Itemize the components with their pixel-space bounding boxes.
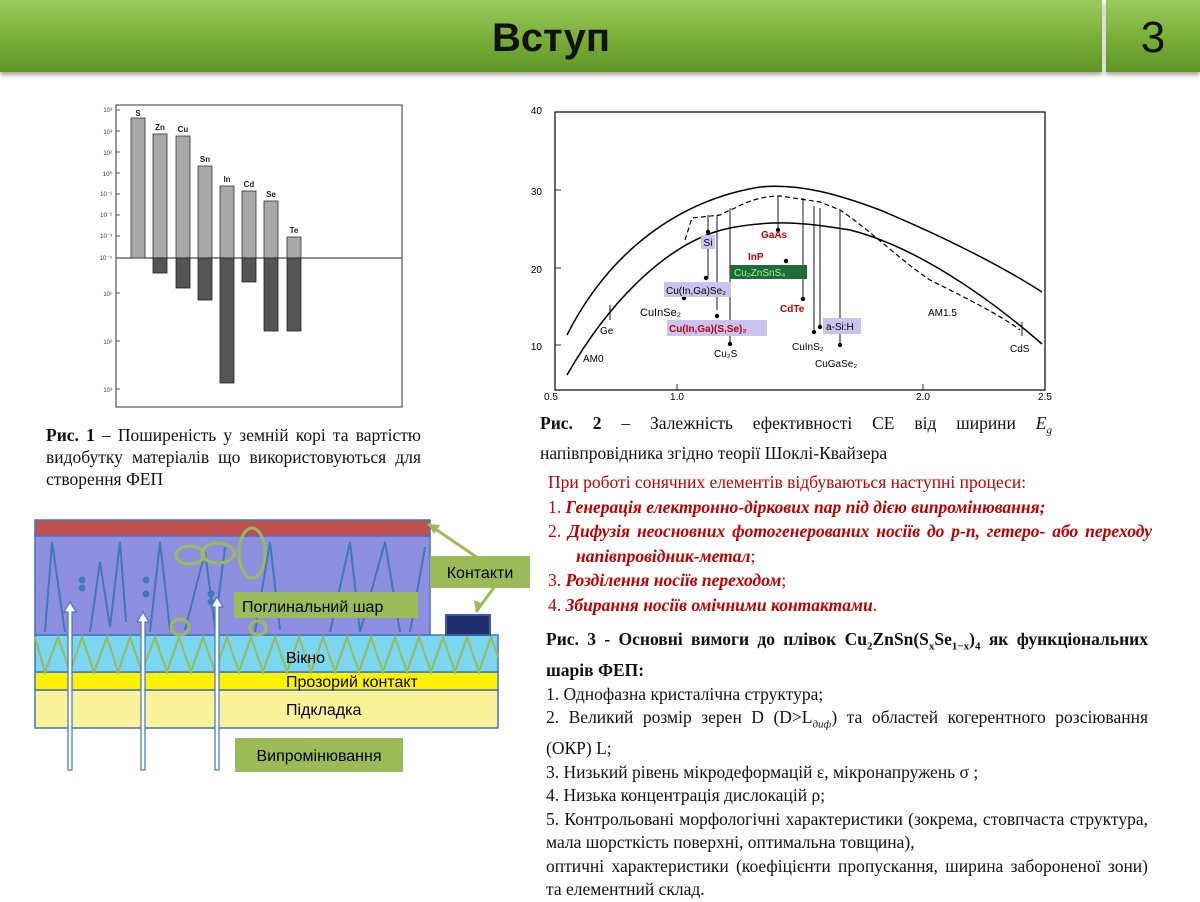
y-tick: 10⁻² [100, 213, 112, 219]
requirement-item: оптичні характеристики (коефіцієнти пропускання, ширина забороненої зони) та елементний склад. [546, 855, 1148, 899]
x-tick: 0.5 [544, 392, 558, 403]
element-label: Cd [243, 180, 255, 189]
bar-cost-zn [153, 258, 167, 273]
process-item: 2. Дифузія неосновних фотогенерованих носіїв до p-n, гетеро- або переходу напівпровідник-метал; [548, 521, 1152, 566]
processes-list [548, 470, 1152, 617]
processes-intro: При роботі сонячних елементів відбуваються наступні процеси: [548, 472, 1027, 492]
label-contacts: Контакти [446, 565, 514, 582]
element-label: Sn [199, 155, 211, 164]
slide-header [0, 0, 1200, 76]
label-inp: InP [748, 252, 764, 263]
figure-2-caption [540, 412, 1052, 464]
figure-2-caption-sub: g [1046, 424, 1052, 437]
figure-1-caption-text: – Поширеність у земній корі та вартістю видобутку матеріалів що використовуються для створення ФЕП [46, 425, 422, 489]
label-cigse: Cu(In,Ga)Se₂ [666, 286, 727, 297]
figure-1-caption-label: Рис. 1 [46, 425, 95, 445]
label-ge: Ge [600, 326, 614, 337]
process-item: 4. Збирання носіїв омічними контактами. [548, 594, 878, 615]
label-substrate: Підкладка [286, 702, 362, 719]
figure-1-abundance-chart [88, 100, 408, 410]
bar-abundance-cu [176, 136, 190, 258]
bar-abundance-cd [242, 191, 256, 258]
requirements-heading: Рис. 3 - Основні вимоги до плівок $Cu_2ZnSn(S_xSe_{1-x})_4$ як функціональних шарів ФЕП: [546, 629, 1148, 680]
label-si: Si [703, 238, 713, 249]
bar-cost-cu [176, 258, 190, 288]
slide-number: 3 [1106, 0, 1200, 72]
bar-abundance-zn [153, 134, 167, 258]
bar-cost-in [220, 258, 234, 383]
label-cds: CdS [1010, 344, 1030, 355]
y-tick: 10³ [103, 388, 112, 394]
label-asih: a-Si:H [826, 322, 854, 333]
x-tick: 2.0 [916, 392, 930, 403]
bar-cost-te [287, 258, 301, 331]
bar-abundance-sn [198, 166, 212, 258]
figure-2-caption-label: Рис. 2 [540, 413, 602, 433]
requirement-item: 3. Низький рівень мікродеформацій ε, мікронапружень σ ; [546, 761, 979, 782]
element-label: Zn [155, 123, 165, 132]
figure-2-caption-tail: напівпровідника згідно теорії Шоклі-Квайзера [540, 442, 888, 463]
y-tick: 10⁰ [102, 172, 112, 178]
x-tick: 2.5 [1038, 392, 1052, 403]
label-cigsse: Cu(In,Ga)(S,Se)₂ [669, 324, 747, 335]
label-window: Вікно [286, 650, 325, 667]
y-tick: 10² [103, 340, 112, 346]
requirement-item: 4. Низька концентрація дислокацій ρ; [546, 785, 826, 805]
figure-1-caption [46, 424, 421, 490]
bar-abundance-se [264, 201, 278, 258]
requirement-item: 2. Великий розмір зерен D $(D>L_{диф})$ та областей когерентного розсіювання (ОКР) L; [546, 707, 1148, 758]
process-item: 1. Генерація електронно-діркових пар під дією випромінювання; [548, 496, 1046, 517]
slide-title: Вступ [491, 16, 611, 60]
bar-abundance-in [220, 186, 234, 258]
label-cu2s: Cu₂S [714, 349, 738, 360]
bar-abundance-te [287, 237, 301, 258]
layer-transparent-contact [35, 672, 498, 690]
y-tick: 10¹ [103, 292, 112, 298]
y-tick: 10³ [103, 108, 112, 114]
label-cuins: CuInS₂ [792, 342, 824, 353]
back-contact [446, 615, 490, 635]
requirement-item: 5. Контрольовані морфологічні характеристики (зокрема, стовпчаста структура, мала шорсткість поверхні, оптимальна товщина), [546, 808, 1148, 852]
layer-top-contact [35, 520, 430, 536]
y-tick: 10 [530, 342, 542, 353]
label-cdte: CdTe [780, 304, 805, 315]
requirements-block [546, 628, 1148, 902]
y-tick: 20 [530, 265, 542, 276]
label-am15: AM1.5 [928, 308, 957, 319]
figure-2-caption-var: E [1035, 413, 1047, 433]
figure-3-solar-cell-diagram [30, 512, 540, 782]
element-label: Cu [177, 125, 189, 134]
figure-2-caption-text: – Залежність ефективності СЕ від ширини [601, 413, 1036, 433]
label-gaas: GaAs [761, 230, 788, 241]
y-tick: 40 [530, 106, 542, 117]
bar-cost-se [264, 258, 278, 331]
y-tick: 10³ [103, 130, 112, 136]
bar-cost-sn [198, 258, 212, 300]
bar-cost-cd [242, 258, 256, 282]
figure-2-efficiency-chart [520, 100, 1060, 405]
requirement-item: 1. Однофазна кристалічна структура; [546, 683, 824, 704]
element-label: Te [289, 226, 299, 235]
x-tick: 1.0 [670, 392, 684, 403]
label-am0: AM0 [583, 354, 604, 365]
label-czts: Cu₂ZnSnS₄ [734, 268, 786, 279]
y-tick: 10² [103, 151, 112, 157]
label-transparent-contact: Прозорий контакт [286, 674, 418, 691]
element-label: Se [266, 190, 276, 199]
process-item: 3. Розділення носіїв переходом; [548, 570, 787, 590]
label-cuinse: CuInSe₂ [640, 307, 681, 319]
element-label: In [223, 175, 231, 184]
y-tick: 10⁻³ [100, 234, 112, 240]
label-absorber: Поглинальний шар [242, 599, 384, 616]
y-tick: 10⁻¹ [100, 192, 112, 198]
layer-substrate [35, 690, 498, 728]
bar-abundance-s [131, 118, 145, 258]
y-tick: 30 [530, 187, 542, 198]
label-radiation: Випромінювання [256, 748, 382, 765]
label-cugase: CuGaSe₂ [815, 359, 858, 370]
element-label: S [135, 109, 141, 118]
y-tick: 10⁻⁴ [99, 256, 112, 262]
